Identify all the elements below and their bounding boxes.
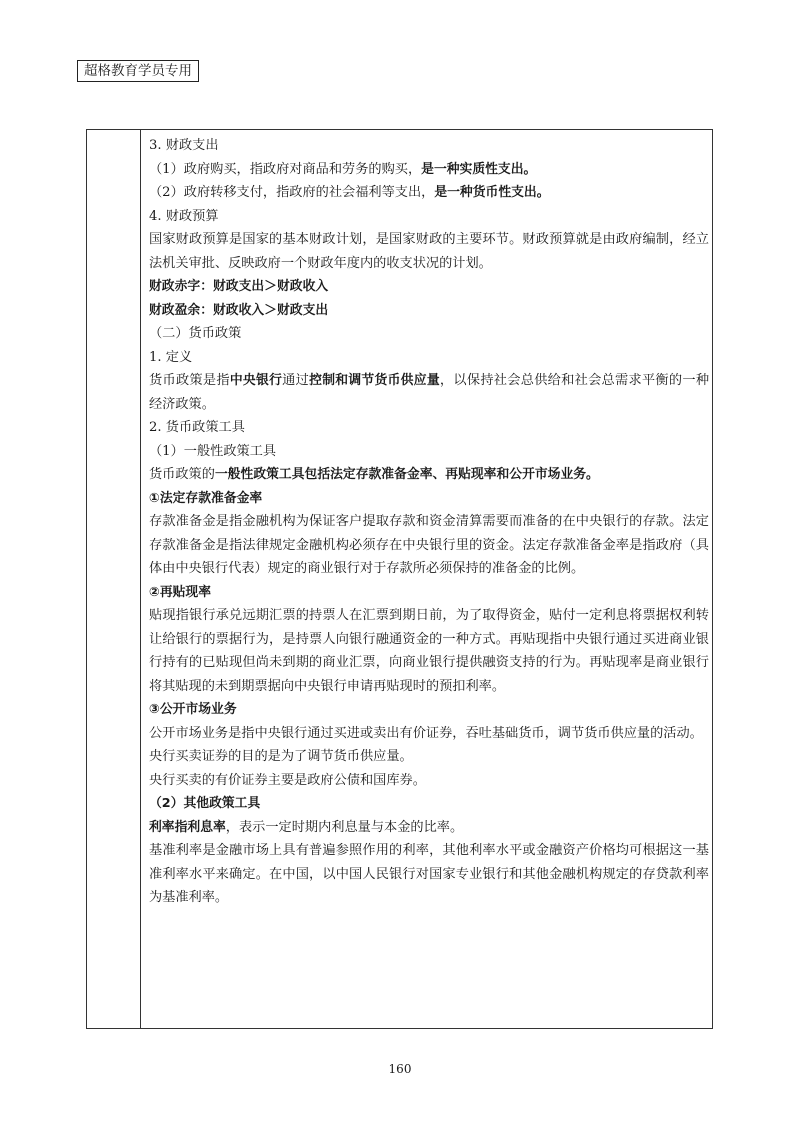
fiscal-surplus: 财政盈余：财政收入＞财政支出 — [149, 302, 329, 318]
header-label: 超格教育学员专用 — [77, 60, 199, 82]
section-definition: 1. 定义 — [149, 349, 193, 365]
rediscount-body: 贴现指银行承兑远期汇票的持票人在汇票到期日前，为了取得资金，贴付一定利息将票据权利转让给银行的票据行为，是持票人向银行融通资金的一种方式。再贴现指中央银行通过买进商业银行持有的已贴现但尚未到期的商业汇票，向商业银行提供融资支持的行为。再贴现率是商业银行将其贴现的未到期票据向中央银行申请再贴现时的预扣利率。 — [149, 608, 709, 694]
benchmark-rate-body: 基准利率是金融市场上具有普遍参照作用的利率，其他利率水平或金融资产价格均可根据这一基准利率水平来确定。在中国，以中国人民银行对国家专业银行和其他金融机构规定的存贷款利率为基准利率。 — [149, 843, 709, 905]
interest-rate-definition: 利率指利息率，表示一定时期内利息量与本金的比率。 — [149, 819, 464, 835]
reserve-ratio-heading: ①法定存款准备金率 — [149, 490, 263, 506]
monetary-policy-definition: 货币政策是指中央银行通过控制和调节货币供应量，以保持社会总供给和社会总需求平衡的一种经济政策。 — [149, 373, 710, 412]
content-table — [86, 129, 713, 1029]
open-market-securities: 央行买卖的有价证券主要是政府公债和国库券。 — [149, 772, 426, 788]
transfer-payment: （2）政府转移支付，指政府的社会福利等支出，是一种货币性支出。 — [149, 185, 550, 200]
section-fiscal-expenditure: 3. 财政支出 — [149, 138, 219, 153]
page-number: 160 — [388, 1062, 412, 1076]
general-tools-summary: 货币政策的一般性政策工具包括法定存款准备金率、再贴现率和公开市场业务。 — [149, 467, 599, 482]
table-content-cell — [149, 134, 709, 910]
other-tools-heading: （2）其他政策工具 — [149, 796, 261, 811]
general-tools-heading: （1）一般性政策工具 — [149, 443, 277, 459]
rediscount-heading: ②再贴现率 — [149, 584, 212, 600]
open-market-body: 公开市场业务是指中央银行通过买进或卖出有价证券，吞吐基础货币，调节货币供应量的活动。 — [149, 725, 703, 741]
reserve-ratio-body: 存款准备金是指金融机构为保证客户提取存款和资金清算需要而准备的在中央银行的存款。法定存款准备金是指法律规定金融机构必须存在中央银行里的资金。法定存款准备金率是指政府（具体由中央银行代表）规定的商业银行对于存款所必须保持的准备金的比例。 — [149, 514, 709, 576]
fiscal-deficit: 财政赤字：财政支出＞财政收入 — [149, 279, 329, 294]
section-monetary-policy: （二）货币政策 — [149, 326, 242, 341]
open-market-purpose: 央行买卖证券的目的是为了调节货币供应量。 — [149, 749, 413, 764]
section-fiscal-budget: 4. 财政预算 — [149, 208, 219, 224]
section-policy-tools: 2. 货币政策工具 — [149, 420, 245, 435]
budget-definition: 国家财政预算是国家的基本财政计划，是国家财政的主要环节。财政预算就是由政府编制，经立法机关审批、反映政府一个财政年度内的收支状况的计划。 — [149, 232, 709, 271]
open-market-heading: ③公开市场业务 — [149, 702, 237, 717]
table-left-column — [87, 130, 141, 1028]
government-purchase: （1）政府购买，指政府对商品和劳务的购买，是一种实质性支出。 — [149, 161, 537, 177]
